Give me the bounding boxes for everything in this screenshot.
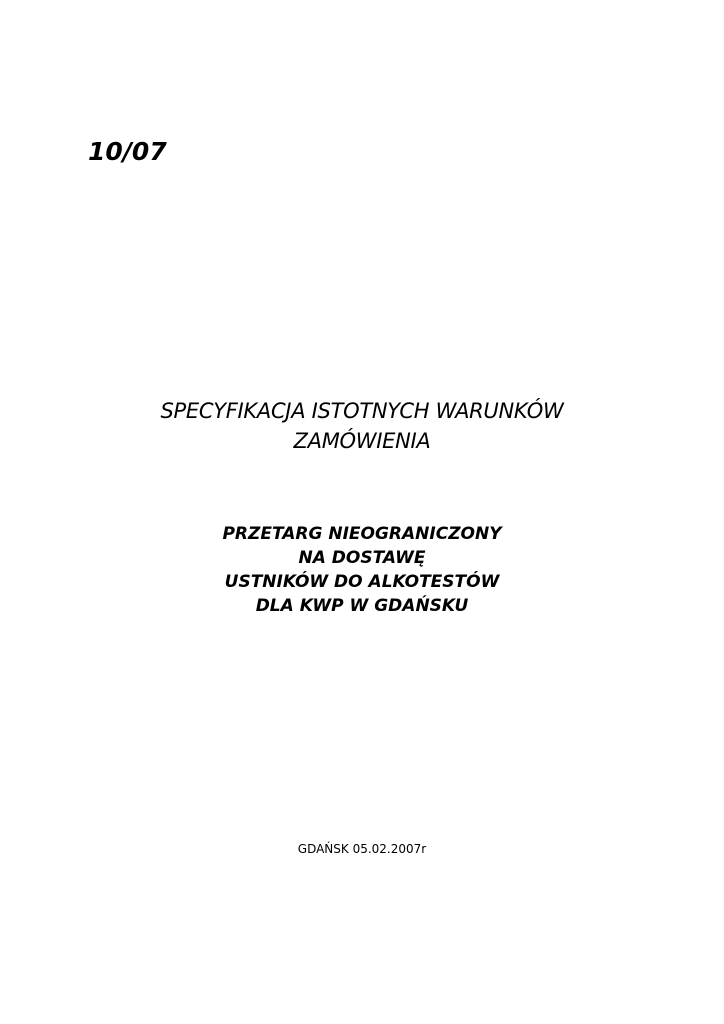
tender-line-supply: NA DOSTAWĘ xyxy=(298,548,426,568)
tender-line-items: USTNIKÓW DO ALKOTESTÓW xyxy=(224,572,500,592)
document-title-line-2: ZAMÓWIENIA xyxy=(293,429,431,453)
tender-description xyxy=(140,522,584,618)
document-title-line-1: SPECYFIKACJA ISTOTNYCH WARUNKÓW xyxy=(160,399,564,423)
tender-line-recipient: DLA KWP W GDAŃSKU xyxy=(255,596,469,616)
place-and-date: GDAŃSK 05.02.2007r xyxy=(297,842,427,856)
case-number: 10/07 xyxy=(88,137,167,166)
tender-line-procedure: PRZETARG NIEOGRANICZONY xyxy=(222,524,502,544)
